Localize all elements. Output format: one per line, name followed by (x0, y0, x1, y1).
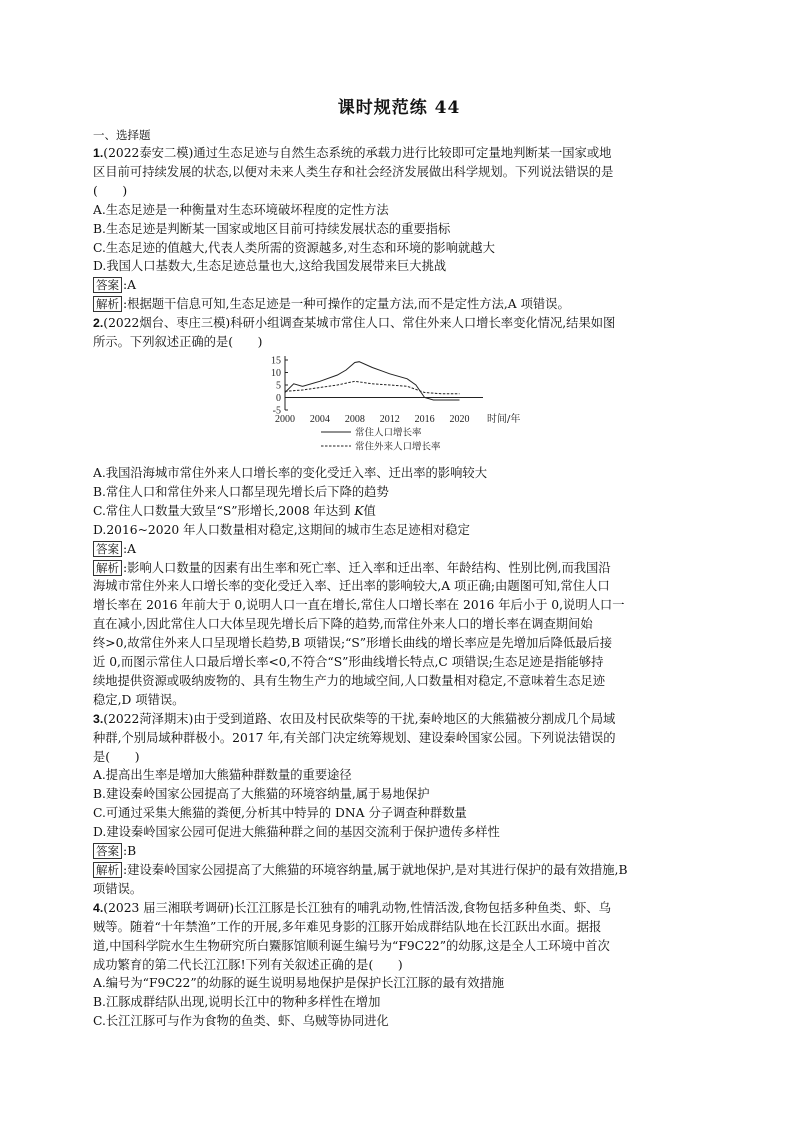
series-line-resident (285, 362, 460, 400)
q1-stem-line1 (93, 144, 705, 163)
q3-option-d: D.建设秦岭国家公园可促进大熊猫种群之间的基因交流利于保护遗传多样性 (93, 825, 500, 840)
q2-option-b: B.常住人口和常住外来人口都呈现先增长后下降的趋势 (93, 484, 389, 499)
q2-option-c (93, 502, 705, 521)
analysis-tag: 解析 (93, 560, 122, 576)
q4-stem-line3: 道,中国科学院水生生物研究所白鱀豚馆顺利诞生编号为“F9C22”的幼豚,这是全人工环境中首次 (93, 938, 610, 953)
section-heading: 一、选择题 (93, 128, 151, 142)
q2-analysis-line2: 海城市常住外来人口增长率的变化受迁入率、迁出率的影响较大,A 项正确;由题图可知,常住人口 (93, 579, 610, 594)
document-page (93, 96, 705, 1031)
q1-analysis: 解析 :根据题干信息可知,生态足迹是一种可操作的定量方法,而不是定性方法,A 项错误。 (93, 295, 705, 314)
q2-analysis-line7: 续地提供资源或吸纳废物的、具有生物生产力的地域空间,人口数量相对稳定,不意味着生态足迹 (93, 673, 605, 688)
x-tick-label: 2016 (414, 413, 435, 425)
q3-analysis-line1: 解析 :建设秦岭国家公园提高了大熊猫的环境容纳量,属于就地保护,是对其进行保护的最有效措施,B (93, 861, 705, 880)
y-tick-label: 5 (276, 380, 281, 392)
analysis-tag: 解析 (93, 862, 122, 878)
chart-legend (321, 426, 441, 452)
q2-analysis-text1: 影响人口数量的因素有出生率和死亡率、迁入率和迁出率、年龄结构、性别比例,而我国沿 (127, 560, 611, 575)
q1-option-a: A.生态足迹是一种衡量对生态环境破坏程度的定性方法 (93, 202, 389, 217)
y-tick-label: 10 (271, 367, 281, 379)
answer-tag: 答案 (93, 541, 122, 557)
q1-stem-line2: 区目前可持续发展的状态,以便对未来人类生存和社会经济发展做出科学规划。下列说法错误的是 (93, 164, 614, 179)
x-axis-label: 时间/年 (487, 413, 521, 425)
q2-analysis-line5: 终>0,故常住外来人口呈现增长趋势,B 项错误;“S”形增长曲线的增长率应是先增加后降低最后接 (93, 636, 613, 651)
x-tick-label: 2012 (379, 413, 400, 425)
q2-option-c-text: C.常住人口数量大致呈“S”形增长,2008 年达到 (93, 503, 355, 518)
q3-analysis-text1: 建设秦岭国家公园提高了大熊猫的环境容纳量,属于就地保护,是对其进行保护的最有效措施,B (127, 863, 628, 877)
x-tick-label: 2008 (344, 413, 365, 425)
y-tick-label: 15 (271, 355, 281, 367)
q2-analysis-line6: 近 0,而图示常住人口最后增长率<0,不符合“S”形曲线增长特点,C 项错误;生态足迹是指能够持 (93, 655, 604, 670)
q1-option-c: C.生态足迹的值越大,代表人类所需的资源越多,对生态和环境的影响就越大 (93, 240, 495, 255)
q1-stem-line3: ( ) (93, 183, 128, 198)
q3-stem-line3: 是( ) (93, 749, 140, 764)
q4-stem-line2: 贼等。随着“十年禁渔”工作的开展,多年难见身影的江豚开始成群结队地在长江跃出水面。据报 (93, 919, 602, 934)
q4-option-b: B.江豚成群结队出现,说明长江中的物种多样性在增加 (93, 995, 381, 1010)
q2-stem-line2: 所示。下列叙述正确的是( ) (93, 335, 263, 350)
q4-option-a: A.编号为“F9C22”的幼豚的诞生说明易地保护是保护长江江豚的最有效措施 (93, 976, 505, 991)
q2-option-a: A.我国沿海城市常住外来人口增长率的变化受迁入率、迁出率的影响较大 (93, 465, 487, 480)
k-symbol: K (354, 503, 364, 518)
q2-option-d: D.2016~2020 年人口数量相对稳定,这期间的城市生态足迹相对稳定 (93, 522, 470, 537)
q3-stem-text1: (2022菏泽期末)由于受到道路、农田及村民砍柴等的干扰,秦岭地区的大熊猫被分割成几个局域 (103, 711, 616, 726)
q3-option-a: A.提高出生率是增加大熊猫种群数量的重要途径 (93, 768, 352, 783)
q1-number: 1. (93, 146, 104, 160)
legend-label: 常住外来人口增长率 (355, 441, 441, 453)
q3-stem-line2: 种群,个别局域种群极小。2017 年,有关部门决定统筹规划、建设秦岭国家公园。下列说法错误的 (93, 730, 616, 745)
q2-number: 2. (93, 316, 104, 331)
q4-stem-text1: (2023 届三湘联考调研)长江江豚是长江独有的哺乳动物,性情活泼,食物包括多种鱼类、虾、乌 (103, 900, 611, 915)
q2-stem-text1: (2022烟台、枣庄三模)科研小组调查某城市常住人口、常住外来人口增长率变化情况,结果如图 (103, 316, 616, 331)
y-tick-label: 0 (276, 392, 281, 404)
q2-option-c-end: 值 (363, 503, 376, 518)
answer-tag: 答案 (93, 277, 122, 293)
q4-stem-line1 (93, 899, 705, 918)
y-tick-label: -5 (272, 405, 281, 417)
analysis-tag: 解析 (93, 296, 122, 312)
chart-lines (285, 362, 460, 400)
q2-analysis-line8: 稳定,D 项错误。 (93, 692, 185, 707)
population-growth-chart (93, 352, 705, 464)
q1-answer-value: A (127, 278, 137, 293)
q1-option-b: B.生态足迹是判断某一国家或地区目前可持续发展状态的重要指标 (93, 221, 451, 236)
x-tick-label: 2020 (449, 413, 470, 425)
page-title: 课时规范练 44 (337, 98, 461, 118)
answer-tag: 答案 (93, 843, 122, 859)
series-line-migrant (285, 381, 460, 394)
q3-analysis-line2: 项错误。 (93, 881, 143, 896)
x-tick-label: 2004 (309, 413, 330, 425)
q3-option-b: B.建设秦岭国家公园提高了大熊猫的环境容纳量,属于易地保护 (93, 787, 430, 802)
q2-analysis-line3: 增长率在 2016 年前大于 0,说明人口一直在增长,常住人口增长率在 2016 年后小于 0,说明人口一 (93, 598, 625, 613)
q1-stem-text1: (2022泰安二模)通过生态足迹与自然生态系统的承载力进行比较即可定量地判断某一国家或地 (103, 146, 612, 160)
q2-analysis-line4: 直在减小,因此常住人口大体呈现先增长后下降的趋势,而常住外来人口的增长率在调查期间始 (93, 617, 593, 632)
q3-answer: 答案 :B (93, 842, 705, 861)
q4-stem-line4: 成功繁育的第二代长江江豚!下列有关叙述正确的是( ) (93, 957, 403, 972)
q4-number: 4. (93, 900, 104, 915)
q2-analysis-line1: 解析 :影响人口数量的因素有出生率和死亡率、迁入率和迁出率、年龄结构、性别比例,而我国沿 (93, 559, 705, 578)
q2-answer: 答案 :A (93, 540, 705, 559)
q3-number: 3. (93, 711, 104, 726)
q4-option-c: C.长江江豚可与作为食物的鱼类、虾、乌贼等协同进化 (93, 1014, 389, 1029)
x-tick-label: 2000 (275, 413, 295, 425)
q3-option-c: C.可通过采集大熊猫的粪便,分析其中特异的 DNA 分子调查种群数量 (93, 806, 467, 821)
q2-answer-value: A (127, 541, 137, 556)
chart-axes (271, 355, 520, 425)
q2-stem-line1 (93, 314, 705, 333)
q1-option-d: D.我国人口基数大,生态足迹总量也大,这给我国发展带来巨大挑战 (93, 259, 447, 274)
q3-stem-line1 (93, 710, 705, 729)
q3-answer-value: B (127, 844, 137, 859)
q1-answer: 答案 :A (93, 276, 705, 295)
q1-analysis-text: 根据题干信息可知,生态足迹是一种可操作的定量方法,而不是定性方法,A 项错误。 (127, 297, 570, 312)
legend-label: 常住人口增长率 (355, 427, 422, 439)
chart-svg (251, 352, 551, 464)
